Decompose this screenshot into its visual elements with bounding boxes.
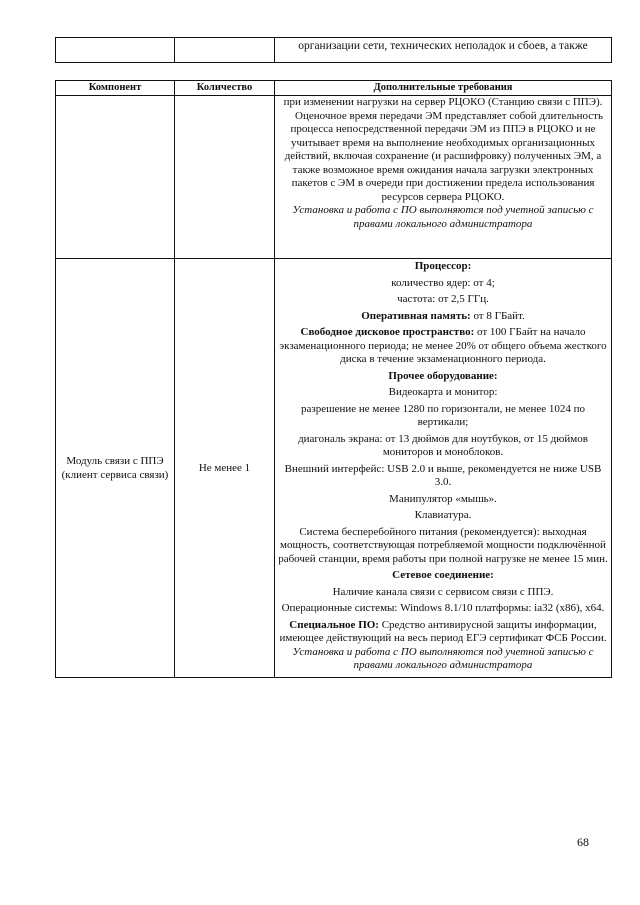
requirements-table — [55, 80, 612, 678]
table-row — [56, 38, 612, 63]
disk — [278, 326, 608, 367]
table-row — [56, 259, 612, 678]
row2-component: Модуль связи с ППЭ (клиент сервиса связи) — [56, 259, 175, 678]
row1-requirements — [275, 96, 612, 259]
resolution: разрешение не менее 1280 по горизонтали, не менее 1024 по вертикали; — [300, 402, 585, 428]
ups: Система бесперебойного питания (рекомендуется): выходная мощность, соответствующая потребляемой мощности подключённой рабочей станции, время работы при полной нагрузке не менее 15 мин. — [278, 525, 608, 565]
ram-value: от 8 ГБайт. — [470, 309, 525, 322]
disk-label: Свободное дисковое пространство: — [300, 326, 475, 338]
other-label: Прочее оборудование: — [388, 369, 498, 382]
frequency: частота: от 2,5 ГГц. — [397, 293, 489, 305]
top-table-cell-1 — [56, 38, 175, 63]
ram — [278, 310, 608, 324]
row1-component — [56, 96, 175, 259]
top-table-cell-2 — [175, 38, 275, 63]
page-number: 68 — [577, 835, 589, 849]
top-table-cell-3: организации сети, технических неполадок и сбоев, а также — [275, 38, 612, 63]
network: Наличие канала связи с сервисом связи с ППЭ. — [332, 585, 554, 598]
header-quantity: Количество — [175, 81, 275, 96]
row2-requirements — [275, 259, 612, 678]
special-software — [278, 619, 608, 646]
ram-label: Оперативная память: — [361, 309, 471, 322]
special-label: Специальное ПО: — [289, 618, 379, 631]
header-component: Компонент — [56, 81, 175, 96]
mouse: Манипулятор «мышь». — [389, 492, 497, 505]
diagonal: диагональ экрана: от 13 дюймов для ноутбуков, от 15 дюймов мониторов и моноблоков. — [298, 432, 588, 458]
row1-line-1: при изменении нагрузки на сервер РЦОКО (Станцию связи с ППЭ). — [283, 96, 603, 108]
keyboard: Клавиатура. — [414, 509, 472, 521]
header-row — [56, 81, 612, 96]
row2-italic-note: Установка и работа с ПО выполняются под учетной записью с правами локального администратора — [292, 645, 594, 671]
top-table — [55, 37, 612, 63]
table-row — [56, 96, 612, 259]
row1-quantity — [175, 96, 275, 259]
special-value: Средство антивирусной защиты информации, имеющее действующий на весь период ЕГЭ сертификат ФСБ России. — [279, 618, 607, 644]
row1-italic-note: Установка и работа с ПО выполняются под учетной записью с правами локального администратора — [292, 204, 594, 230]
video: Видеокарта и монитор: — [388, 386, 498, 398]
processor-label: Процессор: — [414, 260, 472, 272]
network-label: Сетевое соединение: — [392, 569, 494, 581]
header-requirements: Дополнительные требования — [275, 81, 612, 96]
row2-quantity: Не менее 1 — [175, 259, 275, 678]
interface: Внешний интерфейс: USB 2.0 и выше, рекомендуется не ниже USB 3.0. — [284, 462, 602, 488]
disk-value: от 100 ГБайт на начало экзаменационного периода; не менее 20% от общего объема жесткого диска в течение экзаменационного периода. — [279, 326, 607, 365]
row1-line-2: Оценочное время передачи ЭМ представляет собой длительность процесса непосредственной передачи ЭМ из ППЭ в РЦОКО и не учитывает время на выполнение необходимых организационных действий, включая сохранение (и расшифровку) полученных ЭМ, а также возможное время ожидания начала загрузки электронных пакетов с ЭМ в очереди при достижении предела использования ресурсов сервера РЦОКО. — [284, 109, 603, 203]
cores: количество ядер: от 4; — [391, 276, 495, 289]
os: Операционные системы: Windows 8.1/10 платформы: ia32 (x86), x64. — [281, 602, 605, 614]
